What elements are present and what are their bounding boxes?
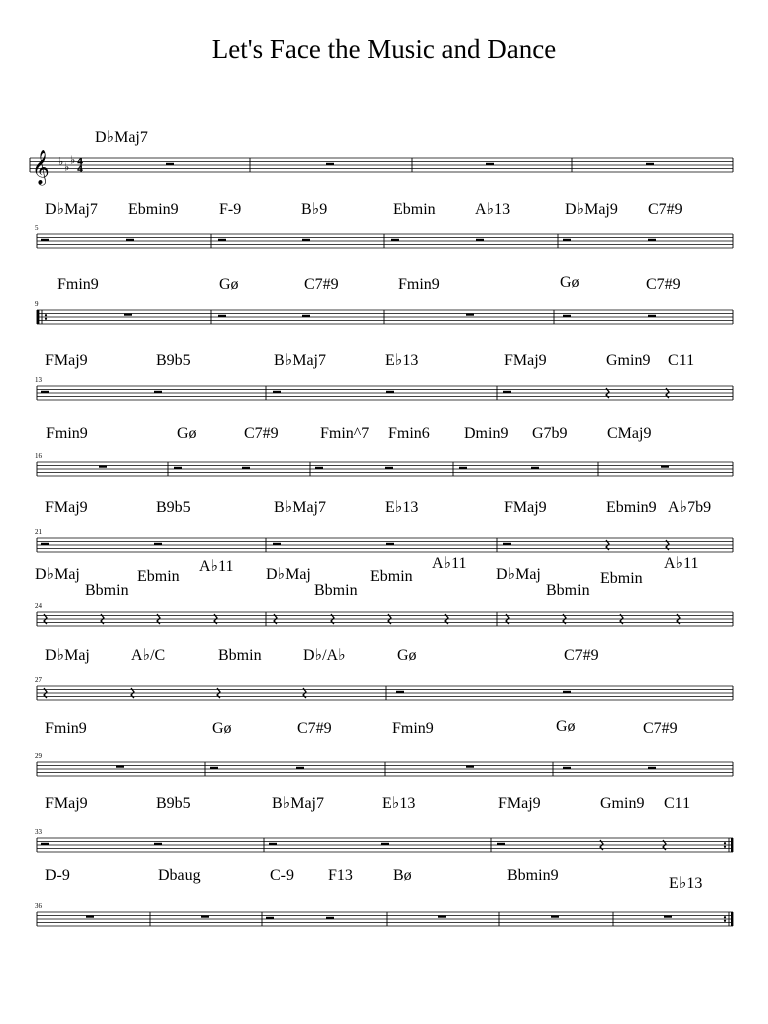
half-rest (174, 467, 182, 469)
song-title: Let's Face the Music and Dance (211, 34, 557, 64)
chord-symbol: Gø (219, 276, 239, 293)
repeat-dot (724, 846, 726, 848)
chord-symbol: B♭Maj7 (272, 795, 324, 812)
chord-symbol: Fmin9 (398, 276, 440, 293)
chord-symbol: FMaj9 (45, 499, 88, 516)
half-rest (126, 239, 134, 241)
chord-symbol: E♭13 (669, 875, 703, 892)
chord-symbol: A♭11 (664, 555, 699, 572)
half-rest (326, 163, 334, 165)
chord-symbol: G7b9 (532, 425, 568, 442)
half-rest (269, 843, 277, 845)
staff-system (37, 310, 733, 324)
chord-symbol: Ebmin (393, 201, 436, 218)
whole-rest (466, 766, 474, 768)
chord-symbol: C11 (664, 795, 691, 812)
chord-symbol: FMaj9 (504, 352, 547, 369)
half-rest (396, 691, 404, 693)
half-rest (154, 543, 162, 545)
half-rest (266, 917, 274, 919)
chord-symbol: B♭Maj7 (274, 352, 326, 369)
half-rest (391, 239, 399, 241)
chord-symbol: Fmin6 (388, 425, 430, 442)
chord-symbol: A♭7b9 (668, 499, 712, 516)
half-rest (503, 543, 511, 545)
staff-system (37, 612, 733, 626)
chord-symbol: A♭11 (432, 555, 467, 572)
chord-symbol: FMaj9 (45, 795, 88, 812)
half-rest (648, 767, 656, 769)
half-rest (273, 391, 281, 393)
measure-number: 5 (35, 224, 39, 232)
half-rest (648, 239, 656, 241)
chord-symbol: Fmin^7 (320, 425, 370, 442)
chord-symbol: Bbmin (314, 582, 358, 599)
half-rest (563, 315, 571, 317)
chord-symbol: Gmin9 (606, 352, 651, 369)
half-rest (381, 843, 389, 845)
measure-number: 29 (35, 752, 42, 760)
chord-symbol: D♭Maj7 (95, 129, 148, 146)
chord-symbol: Dmin9 (464, 425, 509, 442)
half-rest (302, 315, 310, 317)
half-rest (166, 163, 174, 165)
chord-symbol: Bbmin (218, 647, 262, 664)
chord-symbol: B♭9 (301, 201, 328, 218)
repeat-start-thick (37, 310, 39, 324)
chord-symbol: Ebmin (137, 568, 180, 585)
staff-system (37, 386, 733, 400)
chord-symbol: C7#9 (646, 276, 681, 293)
chord-symbol: D♭/A♭ (303, 647, 346, 664)
chord-symbol: C7#9 (564, 647, 599, 664)
measure-number: 13 (35, 376, 42, 384)
chord-symbol: E♭13 (385, 499, 419, 516)
chord-symbol: C7#9 (297, 720, 332, 737)
chord-symbol: Gø (556, 718, 576, 735)
chord-symbol: C7#9 (643, 720, 678, 737)
staff-system (37, 838, 733, 852)
measure-number: 16 (35, 452, 42, 460)
chord-symbol: Gø (560, 274, 580, 291)
half-rest (563, 691, 571, 693)
half-rest (326, 917, 334, 919)
half-rest (242, 467, 250, 469)
measure-number: 36 (35, 902, 42, 910)
chord-symbol: C11 (668, 352, 695, 369)
half-rest (41, 843, 49, 845)
half-rest (563, 767, 571, 769)
key-signature-flat: ♭ (64, 160, 70, 174)
half-rest (273, 543, 281, 545)
half-rest (218, 239, 226, 241)
chord-symbol: D♭Maj9 (565, 201, 618, 218)
half-rest (459, 467, 467, 469)
whole-rest (116, 766, 124, 768)
chord-symbol: Fmin9 (45, 720, 87, 737)
chord-symbol: D-9 (45, 867, 70, 884)
repeat-dot (45, 314, 47, 316)
chord-symbol: C7#9 (648, 201, 683, 218)
repeat-dot (45, 318, 47, 320)
half-rest (563, 239, 571, 241)
half-rest (210, 767, 218, 769)
half-rest (302, 239, 310, 241)
time-signature-bottom: 4 (77, 165, 84, 175)
staff-system (37, 234, 733, 248)
repeat-dot (724, 916, 726, 918)
chord-symbol: D♭Maj (496, 566, 541, 583)
measure-number: 33 (35, 828, 42, 836)
chord-symbol: A♭13 (475, 201, 511, 218)
chord-symbol: Bbmin9 (507, 867, 559, 884)
chord-symbol: D♭Maj (266, 566, 311, 583)
half-rest (476, 239, 484, 241)
chord-symbol: Dbaug (158, 867, 201, 884)
half-rest (296, 767, 304, 769)
chord-symbol: B9b5 (156, 352, 191, 369)
staff-system (37, 538, 733, 552)
chord-symbol: D♭Maj (45, 647, 90, 664)
chord-symbol: C-9 (270, 867, 294, 884)
half-rest (486, 163, 494, 165)
chord-symbol: F13 (328, 867, 353, 884)
whole-rest (438, 916, 446, 918)
staff-system (30, 150, 733, 186)
chord-symbol: CMaj9 (607, 425, 652, 442)
repeat-barline-thick (731, 838, 733, 852)
staff-system (37, 912, 733, 926)
half-rest (41, 391, 49, 393)
chord-symbol: E♭13 (382, 795, 416, 812)
chord-symbol: Bbmin (546, 582, 590, 599)
half-rest (386, 391, 394, 393)
staff-system (37, 762, 733, 776)
whole-rest (99, 466, 107, 468)
staff-system (37, 686, 733, 700)
chord-symbol: Gmin9 (600, 795, 645, 812)
key-signature-flat: ♭ (70, 153, 76, 167)
whole-rest (124, 314, 132, 316)
half-rest (154, 391, 162, 393)
chord-symbol: Fmin9 (57, 276, 99, 293)
chord-symbol: Ebmin9 (128, 201, 179, 218)
whole-rest (661, 466, 669, 468)
chord-symbol: Ebmin9 (606, 499, 657, 516)
half-rest (41, 543, 49, 545)
chord-symbol: Bø (393, 867, 412, 884)
chord-symbol: FMaj9 (45, 352, 88, 369)
chord-symbol: D♭Maj7 (45, 201, 98, 218)
half-rest (385, 467, 393, 469)
chord-symbol: F-9 (219, 201, 242, 218)
chord-symbol: Fmin9 (46, 425, 88, 442)
chord-symbol: FMaj9 (498, 795, 541, 812)
chord-symbol: Bbmin (85, 582, 129, 599)
chord-symbol: Gø (177, 425, 197, 442)
chord-symbol: B♭Maj7 (274, 499, 326, 516)
chord-symbol: B9b5 (156, 795, 191, 812)
half-rest (154, 843, 162, 845)
staff-system (37, 462, 733, 476)
half-rest (386, 543, 394, 545)
chord-symbol: Ebmin (370, 568, 413, 585)
chord-symbol: B9b5 (156, 499, 191, 516)
half-rest (646, 163, 654, 165)
half-rest (648, 315, 656, 317)
half-rest (503, 391, 511, 393)
measure-number: 27 (35, 676, 42, 684)
chord-symbol: Ebmin (600, 570, 643, 587)
chord-symbol: D♭Maj (35, 566, 80, 583)
chord-symbol: Fmin9 (392, 720, 434, 737)
chord-symbol: FMaj9 (504, 499, 547, 516)
half-rest (531, 467, 539, 469)
chord-symbol: Gø (397, 647, 417, 664)
chord-symbol: A♭11 (199, 558, 234, 575)
chord-symbol: Gø (212, 720, 232, 737)
measure-number: 24 (35, 602, 42, 610)
whole-rest (551, 916, 559, 918)
time-signature-top: 4 (77, 157, 84, 168)
half-rest (218, 315, 226, 317)
chord-symbol: A♭/C (131, 647, 166, 664)
whole-rest (201, 916, 209, 918)
treble-clef: 𝄞 (32, 150, 50, 185)
repeat-dot (724, 842, 726, 844)
whole-rest (86, 916, 94, 918)
chord-symbol: C7#9 (244, 425, 279, 442)
key-signature-flat: ♭ (58, 155, 64, 169)
chord-symbol: E♭13 (385, 352, 419, 369)
measure-number: 21 (35, 528, 42, 536)
whole-rest (466, 314, 474, 316)
half-rest (497, 843, 505, 845)
chord-symbol: C7#9 (304, 276, 339, 293)
half-rest (315, 467, 323, 469)
whole-rest (664, 916, 672, 918)
half-rest (41, 239, 49, 241)
repeat-dot (724, 920, 726, 922)
measure-number: 9 (35, 300, 39, 308)
repeat-barline-thick (731, 912, 733, 926)
